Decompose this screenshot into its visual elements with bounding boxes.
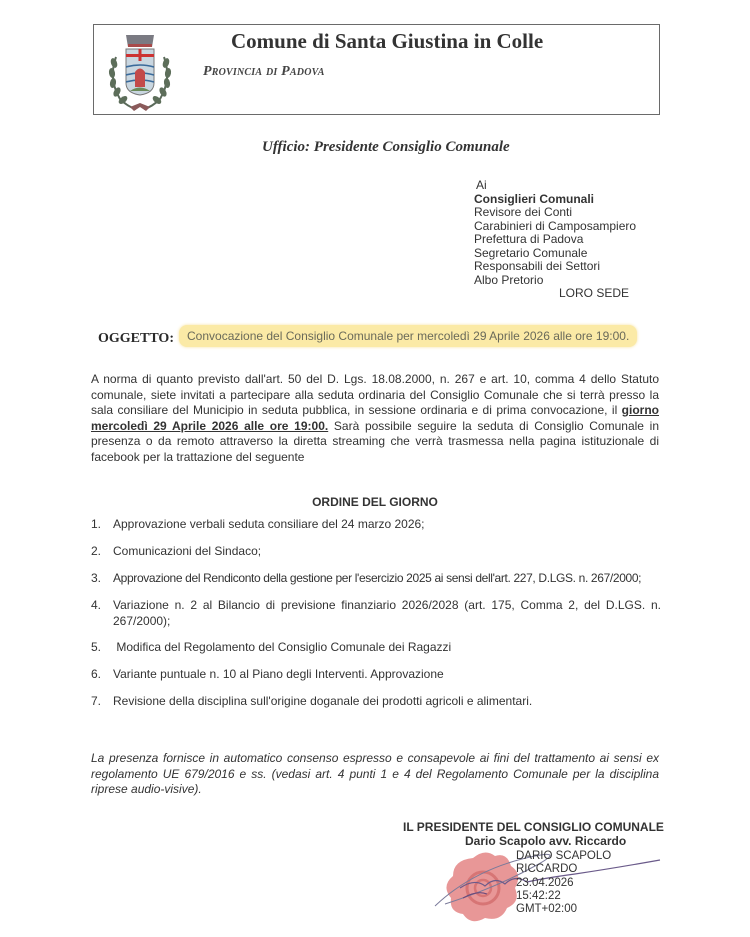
body-paragraph [91, 372, 659, 465]
agenda-item: 1. Approvazione verbali seduta consiliare del 24 marzo 2026; [91, 517, 425, 531]
agenda-item: 3. Approvazione del Rendiconto della gestione per l'esercizio 2025 ai sensi dell'art. 227, D.LGS. n. 267/2000; [91, 571, 642, 585]
agenda-item: 4. Variazione n. 2 al Bilancio di previsione finanziario 2026/2028 (art. 175, Comma 2, del D.LGS. n. 267/2000); [91, 598, 661, 628]
recipient-item: Prefettura di Padova [474, 232, 584, 246]
recipients-block [474, 179, 636, 301]
subject-text-highlighted: Convocazione del Consiglio Comunale per mercoledì 29 Aprile 2026 alle ore 19:00. [179, 325, 637, 347]
body-underlined-giorno: giorno [621, 403, 659, 417]
agenda-item: 2. Comunicazioni del Sindaco; [91, 544, 262, 558]
provincia-subtitle: Provincia di Padova [203, 64, 325, 79]
recipient-item: Revisore dei Conti [474, 205, 573, 219]
recipient-item: Consiglieri Comunali [474, 191, 595, 206]
privacy-notice: La presenza fornisce in automatico consenso espresso e consapevole ai fini del trattamento ai sensi ex regolamento UE 679/2016 e ss. (vedasi art. 4 punti 1 e 4 del Regolamento Comunale per la disciplina riprese audio-visive). [91, 751, 659, 796]
office-heading: Ufficio: Presidente Consiglio Comunale [262, 139, 510, 155]
recipients-closing: LORO SEDE [559, 286, 630, 300]
agenda-item: 6. Variante puntuale n. 10 al Piano degli Interventi. Approvazione [91, 667, 444, 681]
subject-label: OGGETTO: [98, 331, 174, 346]
comune-title: Comune di Santa Giustina in Colle [231, 29, 544, 53]
recipient-item: Carabinieri di Camposampiero [474, 218, 637, 233]
letterhead-box [93, 24, 660, 115]
body-underlined-date: mercoledì 29 Aprile 2026 alle ore 19:00. [91, 418, 329, 433]
digital-signature-stamp: DARIO SCAPOLO RICCARDO 23.04.2026 15:42:22 GMT+02:00 [516, 850, 612, 916]
body-text-part2: Sarà possibile seguire la seduta di Consiglio Comunale in presenza o da remoto attraverso la diretta streaming che verrà trasmessa nella pagina istituzionale di facebook per la trattazione del seguente [91, 418, 659, 464]
signature-title: IL PRESIDENTE DEL CONSIGLIO COMUNALE [403, 820, 664, 834]
agenda-item: 7. Revisione della disciplina sull'origine doganale dei prodotti agricoli e alimentari. [91, 694, 533, 708]
agenda-item: 5. Modifica del Regolamento del Consiglio Comunale dei Ragazzi [91, 640, 452, 654]
agenda-title: ORDINE DEL GIORNO [312, 495, 438, 509]
recipient-item: Segretario Comunale [474, 245, 588, 260]
coat-of-arms-icon [106, 29, 174, 113]
recipients-intro: Ai [476, 178, 487, 192]
signature-name: Dario Scapolo avv. Riccardo [465, 834, 627, 848]
recipient-item: Albo Pretorio [474, 272, 544, 287]
recipient-item: Responsabili dei Settori [474, 259, 601, 273]
body-text-part1: A norma di quanto previsto dall'art. 50 del D. Lgs. 18.08.2000, n. 267 e art. 10, comma 4 dello Statuto comunale, siete invitati a partecipare alla seduta ordinaria del Consiglio Comunale che si terrà presso la sala consiliare del Municipio in seduta pubblica, in sessione ordinaria e di prima convocazione, il [91, 372, 659, 417]
